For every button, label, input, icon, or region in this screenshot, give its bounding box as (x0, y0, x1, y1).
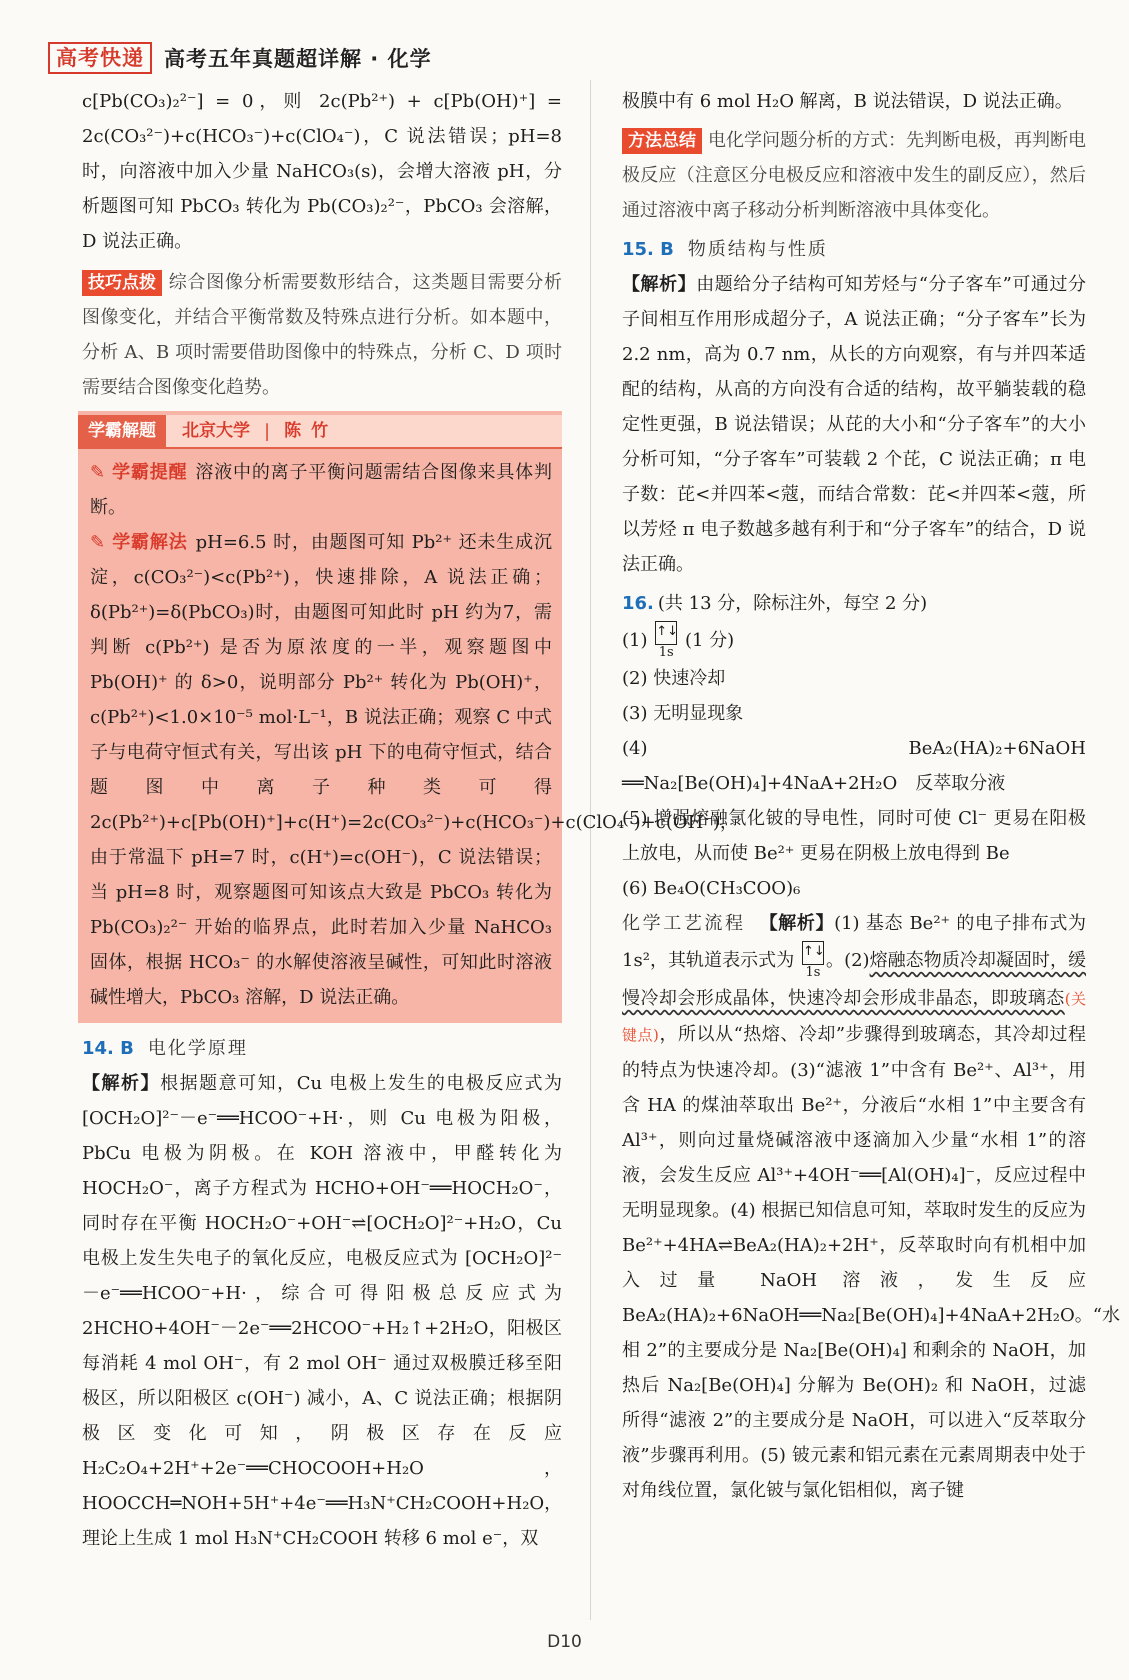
q14-explanation (82, 1066, 562, 1556)
logo: 高考快递 (48, 42, 152, 74)
q16-number: 16. (622, 593, 654, 614)
q16-ex3: ，所以从“热熔、冷却”步骤得到玻璃态，其冷却过程的特点为快速冷却。(3)“滤液 1”中含有 Be²⁺、Al³⁺，用含 HA 的煤油萃取出 Be²⁺，分液后“水相 1”中主要含有 Al³⁺，则向过量烧碱溶液中逐滴加入少量“水相 1”的溶液，会发生反应 Al³⁺+4OH⁻══[Al(OH)₄]⁻，反应过程中无明显现象。(4) 根据已知信息可知，萃取时发生的反应为 Be²⁺+4HA⇌BeA₂(HA)₂+2H⁺，反萃取时向有机相中加入过量 NaOH 溶液，发生反应 BeA₂(HA)₂+6NaOH══Na₂[Be(OH)₄]+4NaA+2H₂O。“水相 2”的主要成分是 Na₂[Be(OH)₄] 和剩余的 NaOH，加热后 Na₂[Be(OH)₄] 分解为 Be(OH)₂ 和 NaOH，过滤所得“滤液 2”的主要成分是 NaOH，可以进入“反萃取分液”步骤再利用。(5) 铍元素和铝元素在元素周期表中处于对角线位置，氯化铍与氯化铝相似，离子键 (622, 1024, 1120, 1501)
orbital-diagram-inline (802, 941, 824, 981)
orbital-diagram (655, 621, 677, 661)
q15-explanation (622, 267, 1086, 582)
q15-heading (622, 232, 1086, 267)
expert-method-text: pH=6.5 时，由题图可知 Pb²⁺ 还未生成沉淀，c(CO₃²⁻)<c(Pb²⁺)，快速排除，A 说法正确；δ(Pb²⁺)=δ(PbCO₃)时，由题图可知此时 pH 约为7，需判断 c(Pb²⁺) 是否为原浓度的一半，观察题图中 Pb(OH)⁺ 的 δ>0，说明部分 Pb²⁺ 转化为 Pb(OH)⁺，c(Pb²⁺)<1.0×10⁻⁵ mol·L⁻¹，B 说法正确；观察 C 中式子与电荷守恒式有关，写出该 pH 下的电荷守恒式，结合题图中离子种类可得 2c(Pb²⁺)+c[Pb(OH)⁺]+c(H⁺)=2c(CO₃²⁻)+c(HCO₃⁻)+c(ClO₄⁻)+c(OH⁻)，由于常温下 pH=7 时，c(H⁺)=c(OH⁻)，C 说法错误；当 pH=8 时，观察题图可知该点大致是 PbCO₃ 转化为 Pb(CO₃)₂²⁻ 开始的临界点，此时若加入少量 NaHCO₃ 固体，根据 HCO₃⁻ 的水解使溶液呈碱性，可知此时溶液碱性增大，PbCO₃ 溶解，D 说法正确。 (90, 532, 738, 1008)
expert-box-header (78, 415, 562, 449)
q14-text: 根据题意可知，Cu 电极上发生的电极反应式为 [OCH₂O]²⁻－e⁻══HCOO⁻+H·，则 Cu 电极为阳极，PbCu 电极为阴极。在 KOH 溶液中，甲醛转化为 HOCH₂O⁻，离子方程式为 HCHO+OH⁻══HOCH₂O⁻，同时存在平衡 HOCH₂O⁻+OH⁻⇌[OCH₂O]²⁻+H₂O，Cu 电极上发生失电子的氧化反应，电极反应式为 [OCH₂O]²⁻－e⁻══HCOO⁻+H·，综合可得阳极总反应式为 2HCHO+4OH⁻－2e⁻══2HCOO⁻+H₂↑+2H₂O，阳极区每消耗 4 mol OH⁻，有 2 mol OH⁻ 通过双极膜迁移至阳极区，所以阳极区 c(OH⁻) 减小，A、C 说法正确；根据阴极区变化可知，阴极区存在反应 H₂C₂O₄+2H⁺+2e⁻══CHOCOOH+H₂O，HOOCCH═NOH+5H⁺+4e⁻══H₃N⁺CH₂COOH+H₂O，理论上生成 1 mol H₃N⁺CH₂COOH 转移 6 mol e⁻，双 (82, 1073, 563, 1549)
q16-answer-2: (2) 快速冷却 (622, 668, 726, 689)
q16-intro: (共 13 分，除标注外，每空 2 分) (657, 593, 928, 614)
q16-a1-suffix: (1 分) (684, 630, 735, 651)
q16-heading (622, 586, 1086, 621)
tip-text: 综合图像分析需要数形结合，这类题目需要分析图像变化，并结合平衡常数及特殊点进行分析。如本题中，分析 A、B 项时需要借助图像中的特殊点，分析 C、D 项时需要结合图像变化趋势。 (82, 272, 562, 398)
q16-a1-prefix: (1) (622, 630, 648, 651)
q14-topic: 电化学原理 (147, 1038, 248, 1059)
q16-answer-6: (6) Be₄O(CH₃COO)₆ (622, 878, 801, 899)
q16-topic: 化学工艺流程 (622, 913, 746, 934)
orbital-box-inline: ↑↓ (802, 941, 824, 965)
page-number: D10 (547, 1632, 582, 1652)
method-summary-tag: 方法总结 (622, 128, 702, 154)
orbital-label: 1s (658, 645, 674, 660)
q16-answer-5: (5) 增强熔融氯化铍的导电性，同时可使 Cl⁻ 更易在阳极上放电，从而使 Be²⁺ 更易在阴极上放电得到 Be (622, 808, 1086, 864)
column-divider (590, 80, 591, 1620)
q14-number: 14. B (82, 1038, 134, 1059)
expert-hint-label: ✎ 学霸提醒 (90, 462, 188, 483)
expert-school: 北京大学 (182, 420, 250, 441)
q14-label: 【解析】 (82, 1073, 161, 1094)
expert-box-label: 学霸解题 (78, 415, 166, 447)
q15-text: 由题给分子结构可知芳烃与“分子客车”可通过分子间相互作用形成超分子，A 说法正确；“分子客车”长为 2.2 nm，高为 0.7 nm，从长的方向观察，有与并四苯适配的结构，从高的方向没有合适的结构，故平躺装载的稳定性更强，B 说法错误；从芘的大小和“分子客车”的大小分析可知，“分子客车”可装载 2 个芘，C 说法正确；π 电子数：芘<并四苯<蔻，而结合常数：芘<并四苯<蔻，所以芳烃 π 电子数越多越有利于和“分子客车”的结合，D 说法正确。 (622, 274, 1087, 575)
book-title: 高考五年真题超详解 · 化学 (164, 47, 432, 71)
expert-hint-text: 溶液中的离子平衡问题需结合图像来具体判断。 (90, 462, 552, 518)
orbital-label-inline: 1s (805, 965, 821, 980)
q15-topic: 物质结构与性质 (687, 239, 828, 260)
q16-label: 【解析】 (759, 913, 835, 934)
q16-answer-1 (622, 621, 1086, 661)
tip-paragraph (82, 265, 562, 405)
q13-continued-text: c[Pb(CO₃)₂²⁻] = 0，则 2c(Pb²⁺) + c[Pb(OH)⁺] = 2c(CO₃²⁻)+c(HCO₃⁻)+c(ClO₄⁻)，C 说法错误；pH=8 时，向溶液中加入少量 NaHCO₃(s)，会增大溶液 pH，分析题图可知 PbCO₃ 转化为 Pb(CO₃)₂²⁻，PbCO₃ 会溶解，D 说法正确。 (82, 91, 562, 252)
q16-explanation (622, 906, 1120, 1508)
method-summary-text: 电化学问题分析的方式：先判断电极，再判断电极反应（注意区分电极反应和溶液中发生的副反应），然后通过溶液中离子移动分析判断溶液中具体变化。 (622, 130, 1086, 221)
q14-continued-text: 极膜中有 6 mol H₂O 解离，B 说法错误，D 说法正确。 (622, 91, 1073, 112)
expert-method-label: ✎ 学霸解法 (90, 532, 188, 553)
q16-answer-3: (3) 无明显现象 (622, 703, 744, 724)
page-header (48, 40, 432, 76)
expert-separator: | (264, 420, 271, 442)
expert-hint (90, 455, 552, 525)
keypoint-tag: (关键点) (622, 990, 1087, 1044)
q14-heading (82, 1031, 562, 1066)
q16-ex2: 。(2) (826, 950, 870, 971)
expert-name: 陈竹 (284, 420, 339, 441)
orbital-box: ↑↓ (655, 621, 677, 645)
method-summary (622, 123, 1086, 228)
q15-number: 15. B (622, 239, 674, 260)
q16-wavy-text: 熔融态物质冷却凝固时，缓慢冷却会形成晶体，快速冷却会形成非晶态，即玻璃态 (622, 950, 1087, 1009)
tip-tag: 技巧点拨 (82, 270, 162, 296)
q15-label: 【解析】 (622, 274, 697, 295)
right-column (622, 84, 1120, 1508)
q16-answer-4: (4) BeA₂(HA)₂+6NaOH ══Na₂[Be(OH)₄]+4NaA+2H₂O 反萃取分液 (622, 738, 1086, 794)
q16-ex1: (1) 基态 Be²⁺ 的电子排布式为 1s²，其轨道表示式为 (622, 913, 1087, 971)
